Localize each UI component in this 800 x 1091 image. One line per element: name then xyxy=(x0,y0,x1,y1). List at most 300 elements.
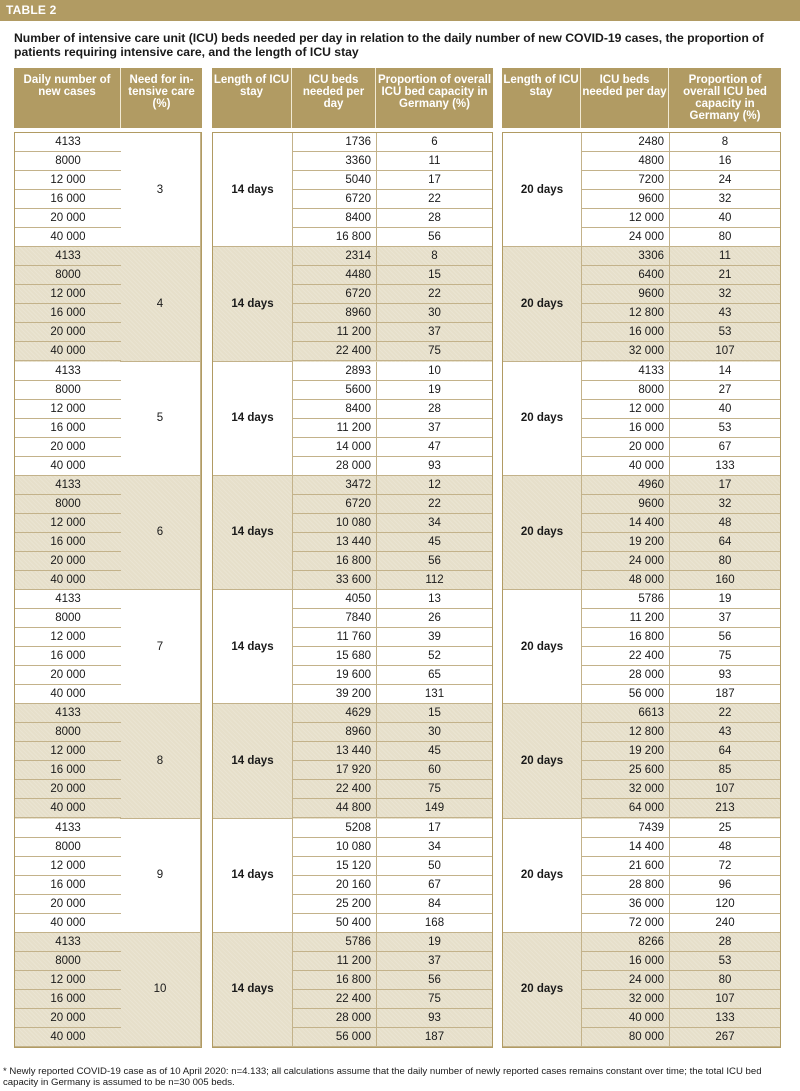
beds-14-cell: 22 400 xyxy=(293,342,377,361)
prop-20-cell: 32 xyxy=(670,190,780,209)
daily-cases-cell: 8000 xyxy=(15,609,121,628)
stay-length-14: 14 days xyxy=(213,704,293,818)
prop-20-cell: 85 xyxy=(670,761,780,780)
prop-14-cell: 149 xyxy=(377,799,492,818)
prop-14-cell: 15 xyxy=(377,266,492,285)
daily-cases-cell: 12 000 xyxy=(15,742,121,761)
beds-14-cell: 5040 xyxy=(293,171,377,190)
beds-20-cell: 16 800 xyxy=(582,628,670,647)
prop-14-cell: 22 xyxy=(377,285,492,304)
row-group xyxy=(503,819,780,933)
block-20-days xyxy=(502,68,781,1048)
beds-20-cell: 32 000 xyxy=(582,342,670,361)
header-row-cases xyxy=(14,68,202,128)
beds-14-cell: 4050 xyxy=(293,590,377,609)
prop-20-cell: 107 xyxy=(670,342,780,361)
need-intensive-care-value: 4 xyxy=(120,247,201,361)
row-group xyxy=(213,819,492,933)
prop-20-cell: 22 xyxy=(670,704,780,723)
beds-20-cell: 3306 xyxy=(582,247,670,266)
beds-20-cell: 2480 xyxy=(582,133,670,152)
prop-20-cell: 32 xyxy=(670,495,780,514)
prop-14-cell: 47 xyxy=(377,438,492,457)
beds-14-cell: 8960 xyxy=(293,723,377,742)
beds-20-cell: 20 000 xyxy=(582,438,670,457)
beds-14-cell: 2893 xyxy=(293,362,377,381)
beds-14-cell: 17 920 xyxy=(293,761,377,780)
prop-20-cell: 40 xyxy=(670,209,780,228)
beds-20-cell: 32 000 xyxy=(582,780,670,799)
stay-length-20: 20 days xyxy=(503,819,582,933)
prop-14-cell: 17 xyxy=(377,819,492,838)
daily-cases-cell: 16 000 xyxy=(15,761,121,780)
need-intensive-care-value: 7 xyxy=(120,590,201,704)
prop-20-cell: 53 xyxy=(670,952,780,971)
beds-20-cell: 8000 xyxy=(582,381,670,400)
daily-cases-cell: 12 000 xyxy=(15,400,121,419)
beds-20-cell: 16 000 xyxy=(582,323,670,342)
row-group xyxy=(503,476,780,590)
beds-14-cell: 10 080 xyxy=(293,514,377,533)
beds-20-cell: 7439 xyxy=(582,819,670,838)
need-intensive-care-value: 10 xyxy=(120,933,201,1047)
prop-20-cell: 37 xyxy=(670,609,780,628)
need-intensive-care-value: 8 xyxy=(120,704,201,818)
daily-cases-cell: 20 000 xyxy=(15,209,121,228)
beds-14-cell: 6720 xyxy=(293,285,377,304)
beds-20-cell: 8266 xyxy=(582,933,670,952)
beds-14-cell: 15 680 xyxy=(293,647,377,666)
beds-20-cell: 9600 xyxy=(582,495,670,514)
beds-14-cell: 33 600 xyxy=(293,571,377,590)
prop-14-cell: 37 xyxy=(377,419,492,438)
daily-cases-cell: 40 000 xyxy=(15,799,121,818)
daily-cases-cell: 4133 xyxy=(15,133,121,152)
beds-20-cell: 7200 xyxy=(582,171,670,190)
prop-20-cell: 133 xyxy=(670,1009,780,1028)
beds-14-cell: 11 200 xyxy=(293,952,377,971)
beds-20-cell: 19 200 xyxy=(582,742,670,761)
stay-length-20: 20 days xyxy=(503,933,582,1047)
row-group xyxy=(15,133,201,247)
need-intensive-care-value: 6 xyxy=(120,476,201,590)
beds-14-cell: 44 800 xyxy=(293,799,377,818)
prop-14-cell: 37 xyxy=(377,952,492,971)
prop-20-cell: 16 xyxy=(670,152,780,171)
daily-cases-cell: 20 000 xyxy=(15,780,121,799)
stay-length-20: 20 days xyxy=(503,133,582,247)
prop-20-cell: 43 xyxy=(670,304,780,323)
beds-20-cell: 24 000 xyxy=(582,228,670,247)
prop-14-cell: 131 xyxy=(377,685,492,704)
need-intensive-care-value: 5 xyxy=(120,362,201,476)
prop-14-cell: 28 xyxy=(377,209,492,228)
stay-length-14: 14 days xyxy=(213,590,293,704)
beds-20-cell: 5786 xyxy=(582,590,670,609)
header-row-14 xyxy=(212,68,493,128)
prop-14-cell: 34 xyxy=(377,514,492,533)
prop-14-cell: 67 xyxy=(377,876,492,895)
prop-20-cell: 67 xyxy=(670,438,780,457)
prop-20-cell: 32 xyxy=(670,285,780,304)
row-group xyxy=(213,933,492,1047)
daily-cases-cell: 20 000 xyxy=(15,1009,121,1028)
prop-14-cell: 65 xyxy=(377,666,492,685)
row-group xyxy=(503,704,780,818)
daily-cases-cell: 8000 xyxy=(15,952,121,971)
beds-14-cell: 16 800 xyxy=(293,552,377,571)
daily-cases-cell: 40 000 xyxy=(15,1028,121,1047)
prop-14-cell: 30 xyxy=(377,304,492,323)
daily-cases-cell: 20 000 xyxy=(15,323,121,342)
beds-14-cell: 11 200 xyxy=(293,323,377,342)
beds-20-cell: 4960 xyxy=(582,476,670,495)
beds-14-cell: 11 200 xyxy=(293,419,377,438)
daily-cases-cell: 4133 xyxy=(15,704,121,723)
daily-cases-cell: 40 000 xyxy=(15,571,121,590)
row-group xyxy=(503,362,780,476)
beds-14-cell: 6720 xyxy=(293,495,377,514)
beds-14-cell: 11 760 xyxy=(293,628,377,647)
row-group xyxy=(503,133,780,247)
beds-14-cell: 22 400 xyxy=(293,990,377,1009)
stay-length-14: 14 days xyxy=(213,933,293,1047)
daily-cases-cell: 12 000 xyxy=(15,285,121,304)
beds-20-cell: 4800 xyxy=(582,152,670,171)
daily-cases-cell: 4133 xyxy=(15,362,121,381)
beds-14-cell: 5600 xyxy=(293,381,377,400)
header-beds-14: ICU beds needed per day xyxy=(292,68,376,128)
prop-14-cell: 22 xyxy=(377,495,492,514)
stay-length-14: 14 days xyxy=(213,362,293,476)
prop-20-cell: 240 xyxy=(670,914,780,933)
prop-20-cell: 28 xyxy=(670,933,780,952)
row-group xyxy=(503,247,780,361)
row-group xyxy=(15,476,201,590)
prop-14-cell: 75 xyxy=(377,342,492,361)
row-group xyxy=(213,704,492,818)
beds-14-cell: 22 400 xyxy=(293,780,377,799)
beds-20-cell: 6400 xyxy=(582,266,670,285)
stay-length-20: 20 days xyxy=(503,704,582,818)
stay-length-20: 20 days xyxy=(503,476,582,590)
row-group xyxy=(213,247,492,361)
daily-cases-cell: 8000 xyxy=(15,495,121,514)
daily-cases-cell: 40 000 xyxy=(15,457,121,476)
beds-20-cell: 32 000 xyxy=(582,990,670,1009)
prop-14-cell: 22 xyxy=(377,190,492,209)
footnote: * Newly reported COVID-19 case as of 10 April 2020: n=4.133; all calculations assume that the daily number of newly reported cases remains constant over time; the total ICU bed capacity in Germany is assumed to be n=30 005 beds. xyxy=(3,1066,762,1088)
prop-20-cell: 25 xyxy=(670,819,780,838)
prop-14-cell: 39 xyxy=(377,628,492,647)
prop-14-cell: 56 xyxy=(377,228,492,247)
beds-20-cell: 12 800 xyxy=(582,723,670,742)
prop-20-cell: 40 xyxy=(670,400,780,419)
daily-cases-cell: 8000 xyxy=(15,381,121,400)
beds-14-cell: 8960 xyxy=(293,304,377,323)
daily-cases-cell: 4133 xyxy=(15,819,121,838)
beds-20-cell: 48 000 xyxy=(582,571,670,590)
row-group xyxy=(15,819,201,933)
prop-14-cell: 30 xyxy=(377,723,492,742)
beds-14-cell: 19 600 xyxy=(293,666,377,685)
prop-20-cell: 14 xyxy=(670,362,780,381)
prop-20-cell: 80 xyxy=(670,228,780,247)
header-prop-20: Proportion of overall ICU bed capacity in Germany (%) xyxy=(683,74,767,122)
prop-20-cell: 64 xyxy=(670,533,780,552)
block-14-days xyxy=(212,68,493,1048)
prop-20-cell: 56 xyxy=(670,628,780,647)
prop-20-cell: 21 xyxy=(670,266,780,285)
daily-cases-cell: 20 000 xyxy=(15,666,121,685)
block-cases-need xyxy=(14,68,202,1048)
daily-cases-cell: 16 000 xyxy=(15,647,121,666)
daily-cases-cell: 12 000 xyxy=(15,628,121,647)
daily-cases-cell: 4133 xyxy=(15,476,121,495)
row-group xyxy=(503,590,780,704)
row-group xyxy=(15,704,201,818)
prop-14-cell: 50 xyxy=(377,857,492,876)
beds-20-cell: 16 000 xyxy=(582,952,670,971)
beds-14-cell: 1736 xyxy=(293,133,377,152)
daily-cases-cell: 40 000 xyxy=(15,342,121,361)
stay-length-14: 14 days xyxy=(213,819,293,933)
prop-20-cell: 75 xyxy=(670,647,780,666)
daily-cases-cell: 40 000 xyxy=(15,685,121,704)
prop-20-cell: 17 xyxy=(670,476,780,495)
daily-cases-cell: 16 000 xyxy=(15,533,121,552)
daily-cases-cell: 16 000 xyxy=(15,419,121,438)
beds-20-cell: 24 000 xyxy=(582,552,670,571)
beds-14-cell: 16 800 xyxy=(293,971,377,990)
prop-20-cell: 24 xyxy=(670,171,780,190)
beds-14-cell: 13 440 xyxy=(293,742,377,761)
beds-14-cell: 8400 xyxy=(293,400,377,419)
beds-14-cell: 25 200 xyxy=(293,895,377,914)
prop-20-cell: 53 xyxy=(670,323,780,342)
daily-cases-cell: 40 000 xyxy=(15,228,121,247)
prop-20-cell: 43 xyxy=(670,723,780,742)
prop-14-cell: 84 xyxy=(377,895,492,914)
beds-14-cell: 6720 xyxy=(293,190,377,209)
header-need-ic: Need for in-tensive care (%) xyxy=(128,74,195,110)
beds-14-cell: 2314 xyxy=(293,247,377,266)
beds-14-cell: 14 000 xyxy=(293,438,377,457)
header-stay-20: Length of ICU stay xyxy=(502,68,581,128)
beds-20-cell: 36 000 xyxy=(582,895,670,914)
beds-20-cell: 40 000 xyxy=(582,1009,670,1028)
beds-14-cell: 5208 xyxy=(293,819,377,838)
need-intensive-care-value: 3 xyxy=(120,133,201,247)
beds-14-cell: 4480 xyxy=(293,266,377,285)
daily-cases-cell: 8000 xyxy=(15,266,121,285)
prop-20-cell: 213 xyxy=(670,799,780,818)
beds-20-cell: 28 000 xyxy=(582,666,670,685)
beds-14-cell: 5786 xyxy=(293,933,377,952)
beds-14-cell: 8400 xyxy=(293,209,377,228)
beds-14-cell: 16 800 xyxy=(293,228,377,247)
daily-cases-cell: 40 000 xyxy=(15,914,121,933)
prop-14-cell: 93 xyxy=(377,1009,492,1028)
daily-cases-cell: 16 000 xyxy=(15,304,121,323)
prop-20-cell: 48 xyxy=(670,838,780,857)
header-stay-14: Length of ICU stay xyxy=(212,68,292,128)
beds-20-cell: 64 000 xyxy=(582,799,670,818)
prop-20-cell: 96 xyxy=(670,876,780,895)
stay-length-14: 14 days xyxy=(213,476,293,590)
prop-14-cell: 26 xyxy=(377,609,492,628)
daily-cases-cell: 12 000 xyxy=(15,971,121,990)
beds-20-cell: 16 000 xyxy=(582,419,670,438)
prop-14-cell: 6 xyxy=(377,133,492,152)
prop-20-cell: 8 xyxy=(670,133,780,152)
prop-14-cell: 60 xyxy=(377,761,492,780)
prop-14-cell: 10 xyxy=(377,362,492,381)
daily-cases-cell: 16 000 xyxy=(15,990,121,1009)
daily-cases-cell: 8000 xyxy=(15,838,121,857)
prop-14-cell: 75 xyxy=(377,780,492,799)
beds-20-cell: 6613 xyxy=(582,704,670,723)
beds-14-cell: 20 160 xyxy=(293,876,377,895)
row-group xyxy=(213,476,492,590)
beds-20-cell: 56 000 xyxy=(582,685,670,704)
table-body-cases xyxy=(14,132,202,1048)
header-row-20 xyxy=(502,68,781,128)
row-group xyxy=(213,133,492,247)
stay-length-20: 20 days xyxy=(503,247,582,361)
beds-20-cell: 25 600 xyxy=(582,761,670,780)
daily-cases-cell: 8000 xyxy=(15,152,121,171)
stay-length-14: 14 days xyxy=(213,133,293,247)
beds-14-cell: 10 080 xyxy=(293,838,377,857)
prop-20-cell: 80 xyxy=(670,971,780,990)
beds-20-cell: 22 400 xyxy=(582,647,670,666)
daily-cases-cell: 12 000 xyxy=(15,171,121,190)
daily-cases-cell: 20 000 xyxy=(15,895,121,914)
beds-20-cell: 40 000 xyxy=(582,457,670,476)
table-body-14 xyxy=(212,132,493,1048)
prop-14-cell: 93 xyxy=(377,457,492,476)
prop-14-cell: 56 xyxy=(377,971,492,990)
prop-20-cell: 11 xyxy=(670,247,780,266)
stay-length-14: 14 days xyxy=(213,247,293,361)
beds-14-cell: 4629 xyxy=(293,704,377,723)
daily-cases-cell: 16 000 xyxy=(15,190,121,209)
header-beds-20: ICU beds needed per day xyxy=(581,68,669,128)
beds-20-cell: 14 400 xyxy=(582,838,670,857)
header-prop-14: Proportion of overall ICU bed capacity in Germany (%) xyxy=(377,74,492,110)
beds-14-cell: 13 440 xyxy=(293,533,377,552)
prop-14-cell: 45 xyxy=(377,533,492,552)
stay-length-20: 20 days xyxy=(503,590,582,704)
beds-14-cell: 50 400 xyxy=(293,914,377,933)
prop-20-cell: 107 xyxy=(670,780,780,799)
beds-14-cell: 56 000 xyxy=(293,1028,377,1047)
daily-cases-cell: 4133 xyxy=(15,933,121,952)
prop-20-cell: 53 xyxy=(670,419,780,438)
beds-20-cell: 14 400 xyxy=(582,514,670,533)
beds-14-cell: 28 000 xyxy=(293,457,377,476)
row-group xyxy=(503,933,780,1047)
prop-14-cell: 187 xyxy=(377,1028,492,1047)
beds-14-cell: 7840 xyxy=(293,609,377,628)
row-group xyxy=(15,247,201,361)
prop-20-cell: 72 xyxy=(670,857,780,876)
prop-14-cell: 112 xyxy=(377,571,492,590)
daily-cases-cell: 4133 xyxy=(15,247,121,266)
daily-cases-cell: 20 000 xyxy=(15,552,121,571)
prop-14-cell: 28 xyxy=(377,400,492,419)
beds-20-cell: 19 200 xyxy=(582,533,670,552)
prop-14-cell: 52 xyxy=(377,647,492,666)
beds-20-cell: 72 000 xyxy=(582,914,670,933)
beds-14-cell: 39 200 xyxy=(293,685,377,704)
beds-14-cell: 3360 xyxy=(293,152,377,171)
daily-cases-cell: 4133 xyxy=(15,590,121,609)
prop-20-cell: 93 xyxy=(670,666,780,685)
header-daily-cases: Daily number of new cases xyxy=(14,68,121,128)
row-group xyxy=(15,362,201,476)
beds-20-cell: 28 800 xyxy=(582,876,670,895)
row-group xyxy=(213,590,492,704)
prop-20-cell: 64 xyxy=(670,742,780,761)
prop-20-cell: 19 xyxy=(670,590,780,609)
beds-14-cell: 28 000 xyxy=(293,1009,377,1028)
beds-20-cell: 80 000 xyxy=(582,1028,670,1047)
row-group xyxy=(15,590,201,704)
table-label: TABLE 2 xyxy=(0,0,800,21)
prop-20-cell: 133 xyxy=(670,457,780,476)
daily-cases-cell: 8000 xyxy=(15,723,121,742)
beds-20-cell: 24 000 xyxy=(582,971,670,990)
daily-cases-cell: 20 000 xyxy=(15,438,121,457)
prop-14-cell: 75 xyxy=(377,990,492,1009)
prop-20-cell: 160 xyxy=(670,571,780,590)
beds-20-cell: 21 600 xyxy=(582,857,670,876)
prop-20-cell: 107 xyxy=(670,990,780,1009)
beds-20-cell: 11 200 xyxy=(582,609,670,628)
prop-14-cell: 19 xyxy=(377,381,492,400)
prop-20-cell: 120 xyxy=(670,895,780,914)
prop-14-cell: 13 xyxy=(377,590,492,609)
daily-cases-cell: 12 000 xyxy=(15,514,121,533)
stay-length-20: 20 days xyxy=(503,362,582,476)
prop-14-cell: 19 xyxy=(377,933,492,952)
prop-14-cell: 15 xyxy=(377,704,492,723)
daily-cases-cell: 12 000 xyxy=(15,857,121,876)
prop-14-cell: 12 xyxy=(377,476,492,495)
prop-14-cell: 37 xyxy=(377,323,492,342)
prop-14-cell: 45 xyxy=(377,742,492,761)
prop-20-cell: 27 xyxy=(670,381,780,400)
prop-20-cell: 267 xyxy=(670,1028,780,1047)
prop-14-cell: 17 xyxy=(377,171,492,190)
row-group xyxy=(213,362,492,476)
beds-20-cell: 9600 xyxy=(582,285,670,304)
prop-14-cell: 8 xyxy=(377,247,492,266)
prop-14-cell: 34 xyxy=(377,838,492,857)
beds-20-cell: 12 000 xyxy=(582,209,670,228)
prop-20-cell: 80 xyxy=(670,552,780,571)
beds-20-cell: 4133 xyxy=(582,362,670,381)
prop-14-cell: 56 xyxy=(377,552,492,571)
prop-14-cell: 168 xyxy=(377,914,492,933)
beds-20-cell: 12 000 xyxy=(582,400,670,419)
beds-20-cell: 12 800 xyxy=(582,304,670,323)
table-caption: Number of intensive care unit (ICU) beds needed per day in relation to the daily number of new COVID-19 cases, the proportion of patients requiring intensive care, and the length of ICU stay xyxy=(14,31,764,59)
daily-cases-cell: 16 000 xyxy=(15,876,121,895)
table-body-20 xyxy=(502,132,781,1048)
